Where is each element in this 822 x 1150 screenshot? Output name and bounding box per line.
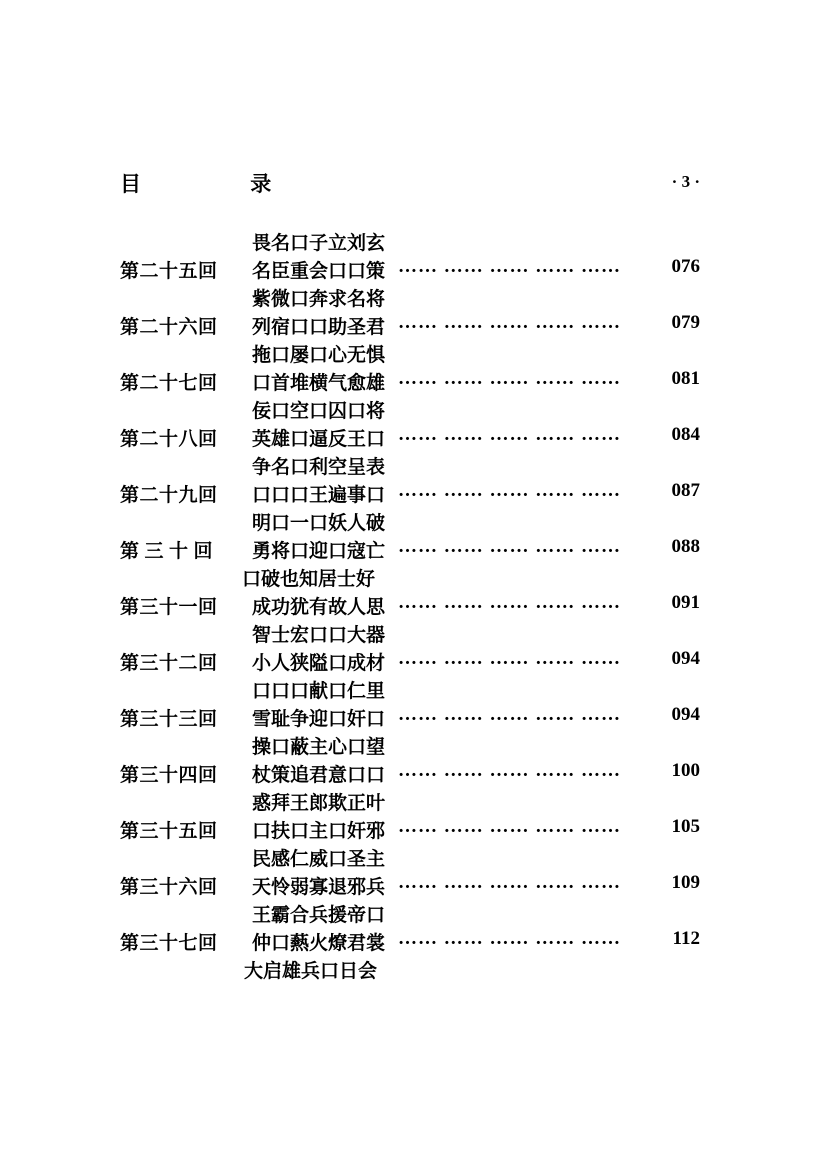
toc-line-secondary <box>120 788 700 816</box>
toc-leader-dots: …… …… …… …… …… <box>398 928 621 949</box>
toc-line-primary <box>120 760 700 788</box>
toc-entry[interactable] <box>120 312 700 368</box>
toc-entry[interactable] <box>120 480 700 536</box>
toc-line-primary <box>120 648 700 676</box>
toc-line-primary <box>120 816 700 844</box>
toc-line-primary <box>120 872 700 900</box>
toc-chapter-label: 第三十六回 <box>120 877 218 898</box>
toc-leader-dots: …… …… …… …… …… <box>398 424 621 445</box>
toc-entry[interactable] <box>120 592 700 648</box>
toc-line-secondary <box>120 676 700 704</box>
page-header <box>120 168 700 200</box>
toc-page-number: 087 <box>671 480 700 501</box>
toc-title: 雪耻争迎口奸口 <box>252 709 386 730</box>
toc-subtitle: 佞口空口囚口将 <box>252 401 386 422</box>
toc-leader-dots: …… …… …… …… …… <box>398 368 621 389</box>
toc-subtitle: 口口口献口仁里 <box>252 681 386 702</box>
toc-subtitle: 争名口利空呈表 <box>252 457 386 478</box>
toc-page-number: 100 <box>671 760 700 781</box>
toc-line-secondary <box>120 452 700 480</box>
toc-page-number: 076 <box>671 256 700 277</box>
toc-leader-dots: …… …… …… …… …… <box>398 816 621 837</box>
toc-title: 口扶口主口奸邪 <box>252 821 386 842</box>
toc-leader-dots: …… …… …… …… …… <box>398 760 621 781</box>
toc-chapter-label: 第二十五回 <box>120 261 218 282</box>
toc-title: 口首堆横气愈雄 <box>252 373 386 394</box>
toc-chapter-label: 第三十五回 <box>120 821 218 842</box>
toc-subtitle: 口破也知居士好 <box>242 569 376 590</box>
table-of-contents <box>120 228 700 984</box>
toc-leader-dots: …… …… …… …… …… <box>398 312 621 333</box>
toc-line-primary <box>120 480 700 508</box>
toc-subtitle: 王霸合兵援帝口 <box>252 905 386 926</box>
toc-entry[interactable] <box>120 872 700 928</box>
toc-chapter-label: 第二十七回 <box>120 373 218 394</box>
toc-chapter-label: 第二十六回 <box>120 317 218 338</box>
toc-line-secondary <box>120 228 700 256</box>
toc-line-primary <box>120 368 700 396</box>
toc-subtitle: 畏名口子立刘玄 <box>252 233 386 254</box>
toc-title: 勇将口迎口寇亡 <box>252 541 386 562</box>
toc-leader-dots: …… …… …… …… …… <box>398 256 621 277</box>
toc-line-primary <box>120 704 700 732</box>
toc-chapter-label: 第三十回 <box>120 541 219 562</box>
toc-title: 天怜弱寡退邪兵 <box>252 877 386 898</box>
toc-leader-dots: …… …… …… …… …… <box>398 872 621 893</box>
toc-title: 名臣重会口口策 <box>252 261 386 282</box>
toc-title: 成功犹有故人思 <box>252 597 386 618</box>
toc-subtitle: 智士宏口口大器 <box>252 625 386 646</box>
toc-line-secondary <box>120 340 700 368</box>
toc-page-number: 079 <box>671 312 700 333</box>
toc-line-secondary <box>120 620 700 648</box>
toc-entry[interactable] <box>120 536 700 592</box>
toc-title: 英雄口逼反王口 <box>252 429 386 450</box>
toc-line-secondary <box>120 732 700 760</box>
toc-entry[interactable] <box>120 760 700 816</box>
toc-chapter-label: 第三十七回 <box>120 933 218 954</box>
toc-line-primary <box>120 312 700 340</box>
toc-entry[interactable] <box>120 256 700 312</box>
toc-entry <box>120 228 700 256</box>
toc-chapter-label: 第三十一回 <box>120 597 218 618</box>
toc-chapter-label: 第二十九回 <box>120 485 218 506</box>
toc-chapter-label: 第三十三回 <box>120 709 218 730</box>
toc-leader-dots: …… …… …… …… …… <box>398 704 621 725</box>
toc-line-secondary <box>120 508 700 536</box>
toc-page-number: 091 <box>671 592 700 613</box>
toc-subtitle: 紫微口奔求名将 <box>252 289 386 310</box>
toc-page-number: 081 <box>671 368 700 389</box>
toc-page-number: 094 <box>671 648 700 669</box>
toc-title: 口口口王遍事口 <box>252 485 386 506</box>
toc-subtitle: 拖口屡口心无惧 <box>252 345 386 366</box>
toc-leader-dots: …… …… …… …… …… <box>398 536 621 557</box>
toc-subtitle: 大启雄兵口日会 <box>244 961 378 982</box>
toc-title: 小人狭隘口成材 <box>252 653 386 674</box>
toc-title: 杖策追君意口口 <box>252 765 386 786</box>
toc-entry[interactable] <box>120 928 700 984</box>
toc-entry[interactable] <box>120 368 700 424</box>
toc-page-number: 112 <box>672 928 700 949</box>
toc-entry[interactable] <box>120 704 700 760</box>
toc-line-primary <box>120 536 700 564</box>
toc-page-number: 109 <box>671 872 700 893</box>
toc-subtitle: 明口一口妖人破 <box>252 513 386 534</box>
toc-title: 仲口爇火燎君裳 <box>252 933 386 954</box>
toc-subtitle: 操口蔽主心口望 <box>252 737 386 758</box>
toc-line-secondary <box>120 564 700 592</box>
page-number: · 3 · <box>671 172 700 191</box>
toc-entry[interactable] <box>120 816 700 872</box>
toc-chapter-label: 第三十四回 <box>120 765 218 786</box>
toc-page-number: 094 <box>671 704 700 725</box>
toc-line-primary <box>120 592 700 620</box>
toc-page-number: 105 <box>671 816 700 837</box>
toc-line-primary <box>120 256 700 284</box>
page-title: 目 录 <box>120 172 324 196</box>
toc-line-primary <box>120 928 700 956</box>
toc-page-number: 084 <box>671 424 700 445</box>
toc-line-secondary <box>120 956 700 984</box>
toc-subtitle: 民感仁威口圣主 <box>252 849 386 870</box>
toc-line-secondary <box>120 284 700 312</box>
toc-page-number: 088 <box>671 536 700 557</box>
toc-leader-dots: …… …… …… …… …… <box>398 592 621 613</box>
toc-line-secondary <box>120 396 700 424</box>
toc-chapter-label: 第二十八回 <box>120 429 218 450</box>
toc-leader-dots: …… …… …… …… …… <box>398 480 621 501</box>
toc-line-secondary <box>120 900 700 928</box>
toc-title: 列宿口口助圣君 <box>252 317 386 338</box>
toc-subtitle: 惑拜王郎欺正叶 <box>252 793 386 814</box>
toc-line-primary <box>120 424 700 452</box>
toc-entry[interactable] <box>120 648 700 704</box>
toc-entry[interactable] <box>120 424 700 480</box>
toc-leader-dots: …… …… …… …… …… <box>398 648 621 669</box>
toc-line-secondary <box>120 844 700 872</box>
toc-chapter-label: 第三十二回 <box>120 653 218 674</box>
